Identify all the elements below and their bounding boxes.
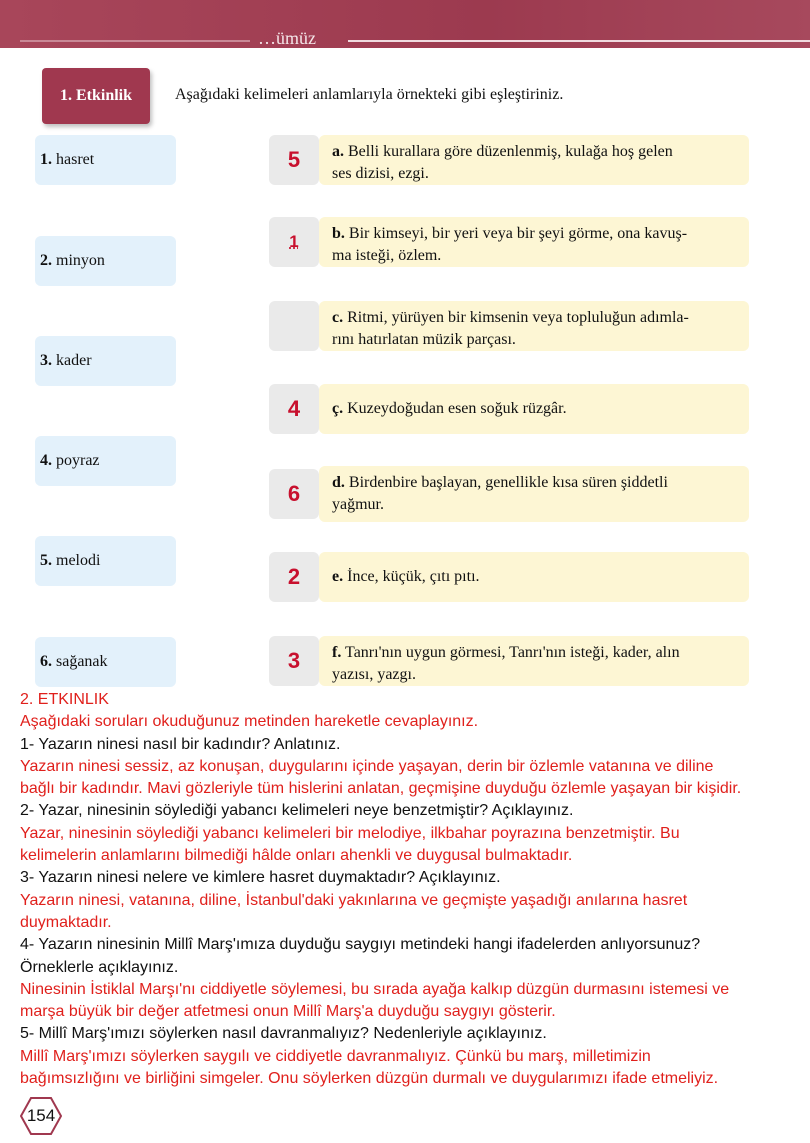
- activity2-title: 2. ETKINLIK: [20, 691, 109, 708]
- answer-box[interactable]: 3: [269, 636, 319, 686]
- definition-item: a. Belli kurallara göre düzenlenmiş, kulağa hoş gelen ses dizisi, ezgi.: [319, 135, 749, 185]
- answer-box[interactable]: 5: [269, 135, 319, 185]
- word-item: 2. minyon: [35, 236, 176, 286]
- question-2: 2- Yazar, ninesinin söylediği yabancı kelimeleri neye benzetmiştir? Açıklayınız.: [20, 802, 574, 820]
- answer-3-line: duymaktadır.: [20, 913, 112, 931]
- answer-box[interactable]: 6: [269, 469, 319, 519]
- word-item: 4. poyraz: [35, 436, 176, 486]
- header-title: …ümüz: [258, 28, 316, 48]
- word-item: 1. hasret: [35, 135, 176, 185]
- header-divider-left: [20, 40, 250, 42]
- answer-1-line: bağlı bir kadındır. Mavi gözleriyle tüm hislerini anlatan, geçmişine duyduğu özlemle yaşayan bir kişidir.: [20, 780, 742, 798]
- answer-2-line: Yazar, ninesinin söylediği yabancı kelimeleri bir melodiye, ilkbahar poyrazına benzetmiştir. Bu: [20, 824, 680, 842]
- answer-1-line: Yazarın ninesi sessiz, az konuşan, duygularını içinde yaşayan, derin bir özlemle vatanına ve diline: [20, 757, 714, 775]
- activity-badge: 1. Etkinlik: [42, 68, 150, 124]
- definition-item: c. Ritmi, yürüyen bir kimsenin veya topluluğun adımla- rını hatırlatan müzik parçası.: [319, 301, 749, 351]
- word-item: 6. sağanak: [35, 637, 176, 687]
- answer-2-line: kelimelerin anlamlarını bilmediği hâlde onları ahenkli ve duygusal bulmaktadır.: [20, 847, 573, 865]
- answer-4-line: marşa büyük bir değer atfetmesi onun Millî Marş'a duyduğu saygıyı gösterir.: [20, 1003, 556, 1021]
- definition-item: f. Tanrı'nın uygun görmesi, Tanrı'nın isteği, kader, alın yazısı, yazgı.: [319, 636, 749, 686]
- answer-4-line: Ninesinin İstiklal Marşı'nı ciddiyetle söylemesi, bu sırada ayağa kalkıp düzgün durmasını istemesi ve: [20, 980, 730, 998]
- definition-item: d. Birdenbire başlayan, genellikle kısa süren şiddetli yağmur.: [319, 466, 749, 522]
- activity2-section: [20, 689, 810, 1090]
- header-divider: [348, 40, 810, 42]
- activity-instruction: Aşağıdaki kelimeleri anlamlarıyla örnekteki gibi eşleştiriniz.: [175, 86, 564, 103]
- activity2-instruction: Aşağıdaki soruları okuduğunuz metinden hareketle cevaplayınız.: [20, 713, 479, 731]
- question-4-line: 4- Yazarın ninesinin Millî Marş'ımıza duyduğu saygıyı metindeki hangi ifadelerden anlıyorsunuz?: [20, 936, 701, 954]
- question-1: 1- Yazarın ninesi nasıl bir kadındır? Anlatınız.: [20, 735, 341, 753]
- question-5: 5- Millî Marş'ımızı söylerken nasıl davranmalıyız? Nedenleriyle açıklayınız.: [20, 1025, 547, 1043]
- definition-item: ç. Kuzeydoğudan esen soğuk rüzgâr.: [319, 384, 749, 434]
- answer-5-line: Millî Marş'ımızı söylerken saygılı ve ciddiyetle davranmalıyız. Çünkü bu marş, milletimizin: [20, 1047, 651, 1065]
- page-number: 154: [20, 1097, 62, 1135]
- question-3: 3- Yazarın ninesi nelere ve kimlere hasret duymaktadır? Açıklayınız.: [20, 869, 501, 887]
- word-item: 5. melodi: [35, 536, 176, 586]
- answer-5-line: bağımsızlığını ve birliğini simgeler. Onu söylerken düzgün durmalı ve duygularımızı ifade etmeliyiz.: [20, 1070, 719, 1088]
- word-item: 3. kader: [35, 336, 176, 386]
- answer-3-line: Yazarın ninesi, vatanına, diline, İstanbul'daki yakınlarına ve geçmişte yaşadığı anılarına hasret: [20, 891, 688, 909]
- question-4-line: Örneklerle açıklayınız.: [20, 958, 179, 976]
- definition-item: b. Bir kimseyi, bir yeri veya bir şeyi görme, ona kavuş- ma isteği, özlem.: [319, 217, 749, 267]
- definition-item: e. İnce, küçük, çıtı pıtı.: [319, 552, 749, 602]
- answer-box[interactable]: [269, 301, 319, 351]
- answer-box[interactable]: 2: [269, 552, 319, 602]
- answer-box[interactable]: 4: [269, 384, 319, 434]
- answer-box[interactable]: 1: [269, 217, 319, 267]
